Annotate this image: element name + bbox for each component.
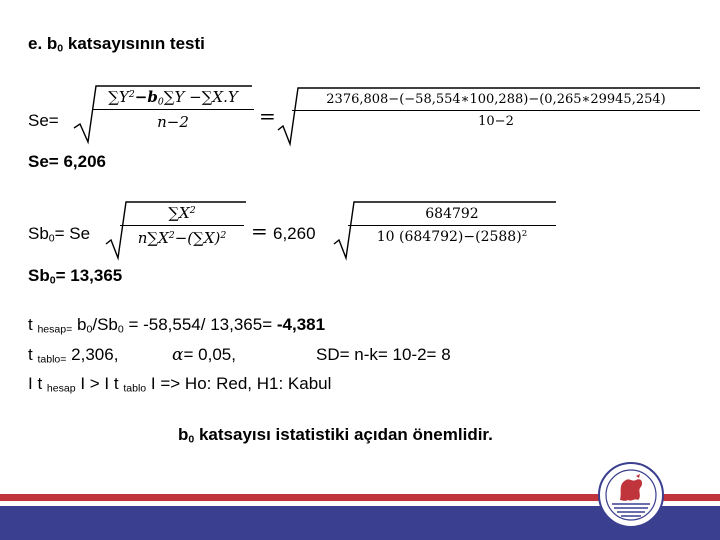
se-values-fraction: 2376,808−(−58,554∗100,288)−(0,265∗29945,254) 10−2	[292, 92, 700, 129]
sb0-label: $Sb_0= Se$	[28, 224, 91, 245]
t-hesap-line: t $_{hesap=}$ $b_0/Sb_0 = -58,554/$ 13,365= -4,381	[28, 315, 326, 336]
t-tablo-line: t $_{tablo=}$ 2,306,	[28, 345, 119, 366]
sb0-value: 6,260	[273, 224, 316, 243]
se-result: Se= 6,206	[28, 152, 106, 171]
se-equals: =	[259, 104, 276, 128]
section-title: e. $b_0$ katsayısının testi	[28, 34, 205, 55]
se-symbolic-fraction: $\sum Y^2-b_0\sum Y -\sum X.Y$ n−2	[92, 88, 254, 131]
comparison-line: I t $_{hesap}$ I > I t $_{tablo}$ I => Ho: Red, H1: Kabul	[28, 374, 332, 395]
university-seal-icon	[598, 462, 664, 528]
sb0-result: $Sb_0= 13,365$	[28, 266, 123, 287]
sb0-equals: =	[251, 219, 268, 243]
conclusion: $b_0$ katsayısı istatistiki açıdan önemlidir.	[178, 425, 493, 446]
se-label: Se=	[28, 111, 59, 130]
sb0-values-fraction: 684792 10 $(684792)-(2588)^2$	[348, 206, 556, 245]
degrees-of-freedom: SD= n-k= 10-2= 8	[316, 345, 451, 364]
sb0-symbolic-fraction: $\sum X^2$ $n\sum X^2-(\sum X)^2$	[120, 204, 244, 247]
alpha-value: α= 0,05,	[172, 345, 236, 365]
